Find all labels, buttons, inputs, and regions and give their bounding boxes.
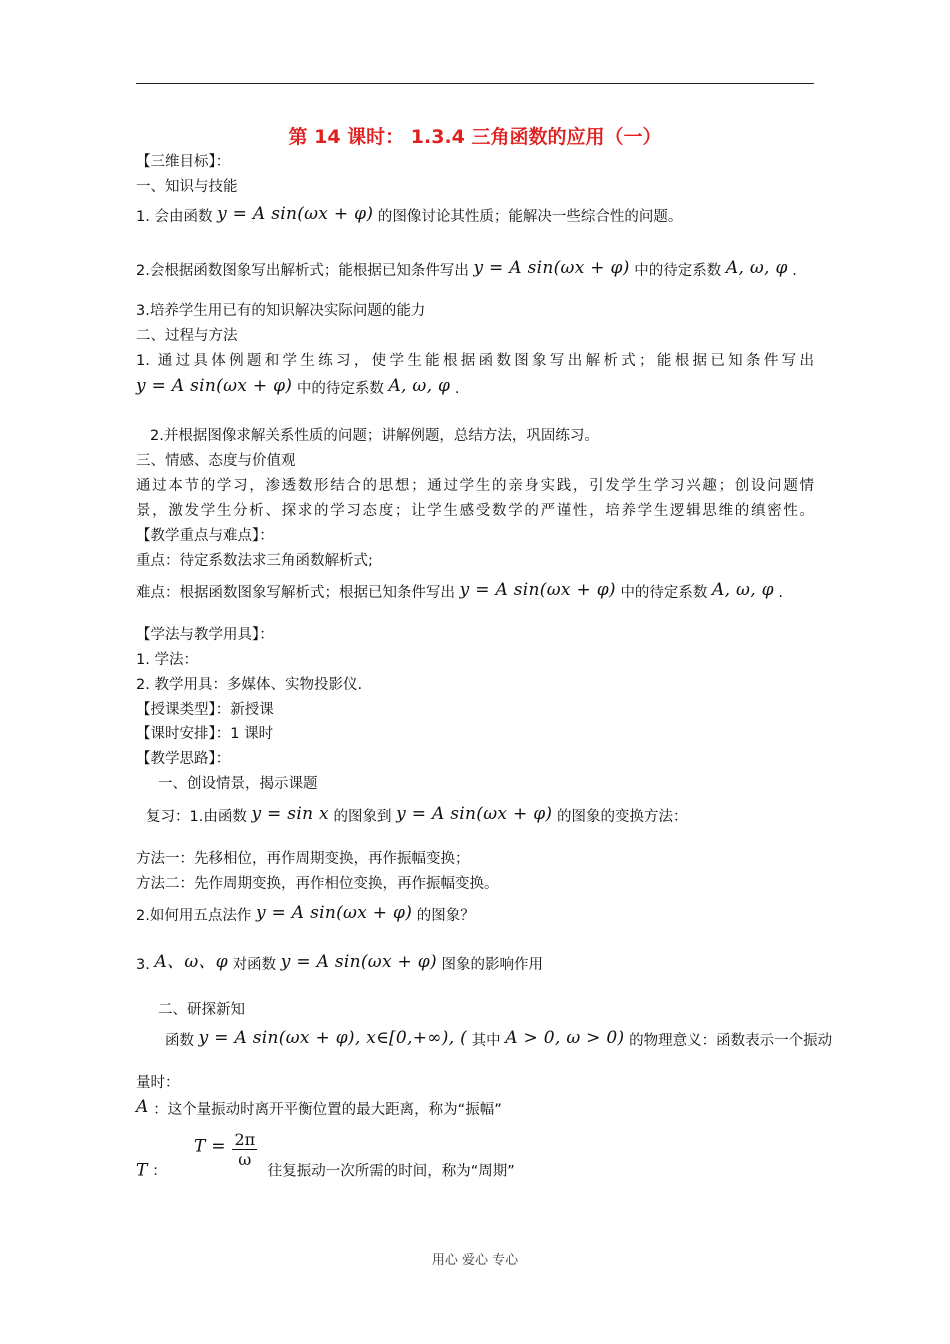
text: 的图象的变换方法： — [556, 809, 688, 825]
text: 2.如何用五点法作 — [136, 908, 252, 924]
period-def — [136, 1130, 515, 1182]
text: . — [778, 585, 784, 601]
text: 往复振动一次所需的时间，称为“周期” — [267, 1163, 515, 1180]
physical-meaning-cont: 量时： — [136, 1075, 180, 1091]
text: 中的待定系数 — [634, 263, 722, 279]
amplitude-def — [136, 1097, 502, 1120]
params: A, ω, φ — [725, 258, 788, 278]
text: 的图像讨论其性质；能解决一些综合性的问题。 — [377, 209, 683, 225]
denominator: ω — [238, 1150, 252, 1169]
text: ：这个量振动时离开平衡位置的最大距离，称为“振幅” — [153, 1102, 502, 1118]
physical-meaning — [165, 1028, 832, 1051]
learning-method: 1. 学法： — [136, 652, 198, 668]
method-1: 方法一：先移相位，再作周期变换，再作振幅变换； — [136, 851, 470, 867]
text: 中的待定系数 — [296, 381, 384, 397]
review-2 — [136, 903, 475, 926]
period-formula-lhs: T = — [193, 1136, 226, 1157]
knowledge-skills-heading: 一、知识与技能 — [136, 179, 238, 195]
text: 的图象？ — [416, 908, 475, 924]
values-heading: 三、情感、态度与价值观 — [136, 453, 296, 469]
text: 其中 — [471, 1033, 501, 1049]
text: 复习：1.由函数 — [146, 809, 247, 825]
params: A, ω, φ — [712, 580, 774, 600]
goal-2 — [136, 258, 797, 281]
text: . — [792, 263, 797, 279]
learning-tools-heading: 【学法与教学用具】： — [136, 627, 274, 643]
condition: A > 0, ω > 0) — [505, 1028, 625, 1048]
text: 对函数 — [232, 957, 277, 973]
difficulty — [136, 580, 783, 603]
text: 1. 会由函数 — [136, 209, 213, 225]
formula: y = A sin(ωx + φ) — [459, 580, 616, 600]
page-footer: 用心 爱心 专心 — [431, 1253, 519, 1268]
formula: y = A sin(ωx + φ) — [473, 258, 630, 278]
params-list: A、ω、φ — [154, 952, 228, 972]
method-2: 方法二：先作周期变换，再作相位变换，再作振幅变换。 — [136, 876, 499, 892]
lesson-title: 第 14 课时： 1.3.4 三角函数的应用（一） — [288, 126, 662, 148]
params: A, ω, φ — [388, 376, 451, 396]
process-1: 1. 通过具体例题和学生练习，使学生能根据函数图象写出解析式；能根据已知条件写出 — [136, 353, 814, 369]
text: . — [454, 381, 460, 397]
formula: y = A sin(ωx + φ) — [136, 376, 293, 396]
text: 难点：根据函数图象写解析式；根据已知条件写出 — [136, 585, 455, 601]
part-2-heading: 二、研探新知 — [158, 1002, 245, 1018]
text: 中的待定系数 — [620, 585, 708, 601]
review-1 — [146, 804, 687, 827]
section-goals-heading: 【三维目标】： — [136, 154, 231, 170]
values-text-1: 通过本节的学习，渗透数形结合的思想；通过学生的亲身实践，引发学生学习兴趣；创设问题情 — [136, 478, 814, 494]
amplitude-symbol: A — [136, 1097, 149, 1117]
values-text-2: 景，激发学生分析、探求的学习态度；让学生感受数学的严谨性，培养学生逻辑思维的缜密性。 — [136, 503, 814, 519]
teaching-approach-heading: 【教学思路】： — [136, 751, 231, 767]
goal-3: 3.培养学生用已有的知识解决实际问题的能力 — [136, 303, 426, 319]
text: 2.会根据函数图象写出解析式；能根据已知条件写出 — [136, 263, 469, 279]
part-1-heading: 一、创设情景，揭示课题 — [158, 776, 318, 792]
formula: y = A sin(ωx + φ) — [217, 204, 374, 224]
formula: y = A sin(ωx + φ) — [255, 903, 413, 923]
goal-1 — [136, 204, 682, 227]
text: 函数 — [165, 1033, 194, 1049]
formula: y = A sin(ωx + φ) — [396, 804, 553, 824]
formula-domain: y = A sin(ωx + φ), x∈[0,+∞), ( — [198, 1028, 468, 1048]
text: 的物理意义：函数表示一个振动 — [629, 1033, 833, 1049]
key-point: 重点：待定系数法求三角函数解析式; — [136, 553, 373, 569]
sin-formula: y = sin x — [251, 804, 329, 824]
text: 图象的影响作用 — [441, 957, 544, 973]
formula: y = A sin(ωx + φ) — [280, 952, 437, 972]
key-points-heading: 【教学重点与难点】： — [136, 528, 274, 544]
period-symbol: T — [136, 1160, 148, 1181]
review-3 — [136, 952, 543, 975]
process-method-heading: 二、过程与方法 — [136, 328, 238, 344]
lesson-type: 【授课类型】：新授课 — [136, 702, 274, 718]
teaching-tools: 2. 教学用具：多媒体、实物投影仪. — [136, 677, 363, 693]
text: 3. — [136, 957, 150, 973]
period-fraction — [232, 1130, 257, 1169]
text: 的图象到 — [333, 809, 392, 825]
process-2: 2.并根据图像求解关系性质的问题；讲解例题，总结方法，巩固练习。 — [150, 428, 599, 444]
process-1-cont — [136, 376, 459, 399]
header-rule — [136, 83, 814, 84]
lesson-schedule: 【课时安排】：1 课时 — [136, 726, 274, 742]
text: ： — [152, 1163, 167, 1180]
numerator: 2π — [234, 1130, 256, 1149]
